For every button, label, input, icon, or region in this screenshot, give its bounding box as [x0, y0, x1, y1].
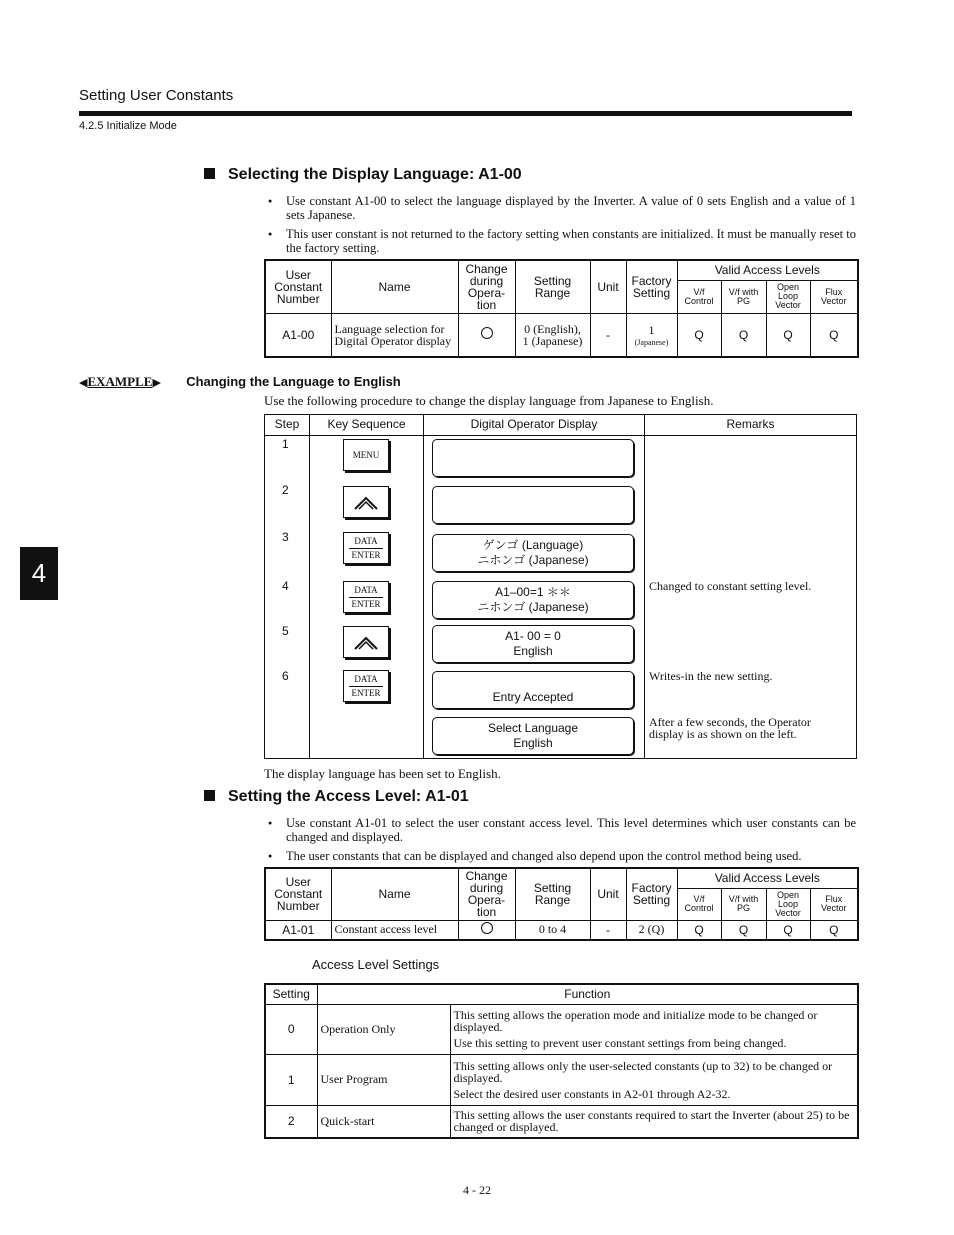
access-level-settings-table [264, 983, 859, 1139]
header-digital-operator-display: Digital Operator Display [470, 417, 598, 431]
cell-name: Language selection for Digital Operator display [331, 313, 458, 357]
constant-table-a1-01 [264, 867, 859, 941]
bullet-list-language [266, 194, 856, 260]
access-level-settings-title: Access Level Settings [312, 957, 440, 972]
section-heading-access-level: Setting the Access Level: A1-01 [204, 788, 469, 806]
operator-display-step1 [432, 439, 634, 477]
section-heading-language: Selecting the Display Language: A1-00 [204, 166, 522, 184]
constant-table-a1-00 [264, 259, 859, 358]
header-valid-access-levels: Valid Access Levels [677, 260, 858, 280]
table-row: 0 Operation Only This setting allows the operation mode and initialize mode to be changed or displayed. Use this setting to prevent user constant settings from being changed. [265, 1004, 858, 1054]
chapter-tab: 4 [20, 547, 58, 600]
header-factory-setting: Factory Setting [626, 260, 677, 313]
procedure-table [264, 414, 857, 759]
header-factory-setting: Factory Setting [626, 868, 677, 920]
header-setting-range: Setting Range [515, 260, 590, 313]
header-unit: Unit [590, 260, 626, 313]
header-open-loop-vector: Open Loop Vector [766, 280, 810, 313]
operator-display-step3: ゲンゴ (Language) ニホンゴ (Japanese) [432, 534, 634, 572]
header-user-constant-number: User Constant Number [265, 868, 331, 920]
header-user-constant-number: User Constant Number [265, 260, 331, 313]
right-triangle-icon: ▶ [152, 377, 161, 389]
cell-vf: Q [677, 920, 721, 940]
step-number: 1 [282, 437, 289, 451]
cell-olv: Q [766, 313, 810, 357]
menu-key[interactable]: MENU [343, 439, 389, 471]
header-change-during-operation: Change during Opera- tion [458, 260, 515, 313]
cell-vf: Q [677, 313, 721, 357]
data-enter-key[interactable]: DATA ENTER [343, 532, 389, 564]
operator-display-step4: A1–00=1 ＊＊ ニホンゴ (Japanese) [432, 581, 634, 619]
cell-olv: Q [766, 920, 810, 940]
example-conclusion: The display language has been set to English. [264, 766, 501, 781]
step-number: 4 [282, 579, 289, 593]
header-name: Name [331, 868, 458, 920]
table-row: 2 Quick-start This setting allows the user constants required to start the Inverter (about 25) to be changed or displayed. [265, 1105, 858, 1138]
section-subtitle: 4.2.5 Initialize Mode [79, 120, 177, 132]
square-bullet-icon [204, 790, 215, 801]
remark-step4: Changed to constant setting level. [649, 579, 812, 593]
cell-vfpg: Q [721, 313, 766, 357]
header-vf-with-pg: V/f with PG [721, 888, 766, 920]
example-heading: ◀EXAMPLE▶ Changing the Language to English [79, 374, 401, 389]
circle-mark-icon [481, 922, 493, 934]
circle-mark-icon [481, 327, 493, 339]
header-change-during-operation: Change during Opera- tion [458, 868, 515, 920]
data-enter-key[interactable]: DATA ENTER [343, 670, 389, 702]
table-row: 1 User Program This setting allows only the user-selected constants (up to 32) to be changed or displayed. Select the desired user constants in A2-01 through A2-32. [265, 1054, 858, 1105]
cell-change-during-operation [458, 920, 515, 940]
cell-setting-range: 0 (English), 1 (Japanese) [515, 313, 590, 357]
operator-display-step7: Select Language English [432, 717, 634, 755]
step-number: 6 [282, 669, 289, 683]
header-flux-vector: Flux Vector [810, 280, 858, 313]
cell-vfpg: Q [721, 920, 766, 940]
cell-change-during-operation [458, 313, 515, 357]
remark-step6: Writes-in the new setting. [649, 669, 773, 683]
double-up-arrow-icon [351, 492, 381, 512]
bullet-item: ● Use constant A1-01 to select the user constant access level. This level determines which user constants can be changed and displayed. [266, 816, 856, 844]
step-number: 5 [282, 624, 289, 638]
cell-constant-number: A1-01 [265, 920, 331, 940]
cell-flux: Q [810, 920, 858, 940]
cell-flux: Q [810, 313, 858, 357]
header-name: Name [331, 260, 458, 313]
bullet-item: ● Use constant A1-00 to select the language displayed by the Inverter. A value of 0 sets English and a value of 1 sets Japanese. [266, 194, 856, 222]
header-key-sequence: Key Sequence [327, 417, 406, 431]
cell-name: Constant access level [331, 920, 458, 940]
step-number: 3 [282, 530, 289, 544]
operator-display-step6: Entry Accepted [432, 671, 634, 709]
header-setting-range: Setting Range [515, 868, 590, 920]
page-number: 4 - 22 [463, 1183, 491, 1197]
cell-setting-range: 0 to 4 [515, 920, 590, 940]
header-flux-vector: Flux Vector [810, 888, 858, 920]
square-bullet-icon [204, 168, 215, 179]
cell-unit: - [590, 313, 626, 357]
header-remarks: Remarks [726, 417, 775, 431]
header-vf-control: V/f Control [677, 888, 721, 920]
cell-constant-number: A1-00 [265, 313, 331, 357]
example-intro: Use the following procedure to change the display language from Japanese to English. [264, 393, 714, 408]
header-vf-with-pg: V/f with PG [721, 280, 766, 313]
header-vf-control: V/f Control [677, 280, 721, 313]
header-open-loop-vector: Open Loop Vector [766, 888, 810, 920]
header-function: Function [317, 984, 858, 1004]
bullet-list-access-level [266, 816, 856, 868]
left-triangle-icon: ◀ [79, 377, 88, 389]
operator-display-step2 [432, 486, 634, 524]
header-rule [79, 111, 852, 116]
up-arrow-key[interactable] [343, 626, 389, 658]
cell-unit: - [590, 920, 626, 940]
remark-step7: After a few seconds, the Operator display is as shown on the left. [649, 715, 811, 741]
operator-display-step5: A1- 00 = 0 English [432, 625, 634, 663]
data-enter-key[interactable]: DATA ENTER [343, 581, 389, 613]
header-unit: Unit [590, 868, 626, 920]
bullet-item: ● This user constant is not returned to the factory setting when constants are initialized. It must be manually reset to the factory setting. [266, 227, 856, 255]
step-number: 2 [282, 483, 289, 497]
header-step: Step [274, 417, 300, 431]
double-up-arrow-icon [351, 632, 381, 652]
bullet-item: ● The user constants that can be displayed and changed also depend upon the control method being used. [266, 849, 856, 863]
header-valid-access-levels: Valid Access Levels [677, 868, 858, 888]
up-arrow-key[interactable] [343, 486, 389, 518]
header-setting: Setting [265, 984, 317, 1004]
cell-factory-setting: 1 (Japanese) [626, 313, 677, 357]
cell-factory-setting: 2 (Q) [626, 920, 677, 940]
running-header: Setting User Constants [79, 87, 234, 104]
